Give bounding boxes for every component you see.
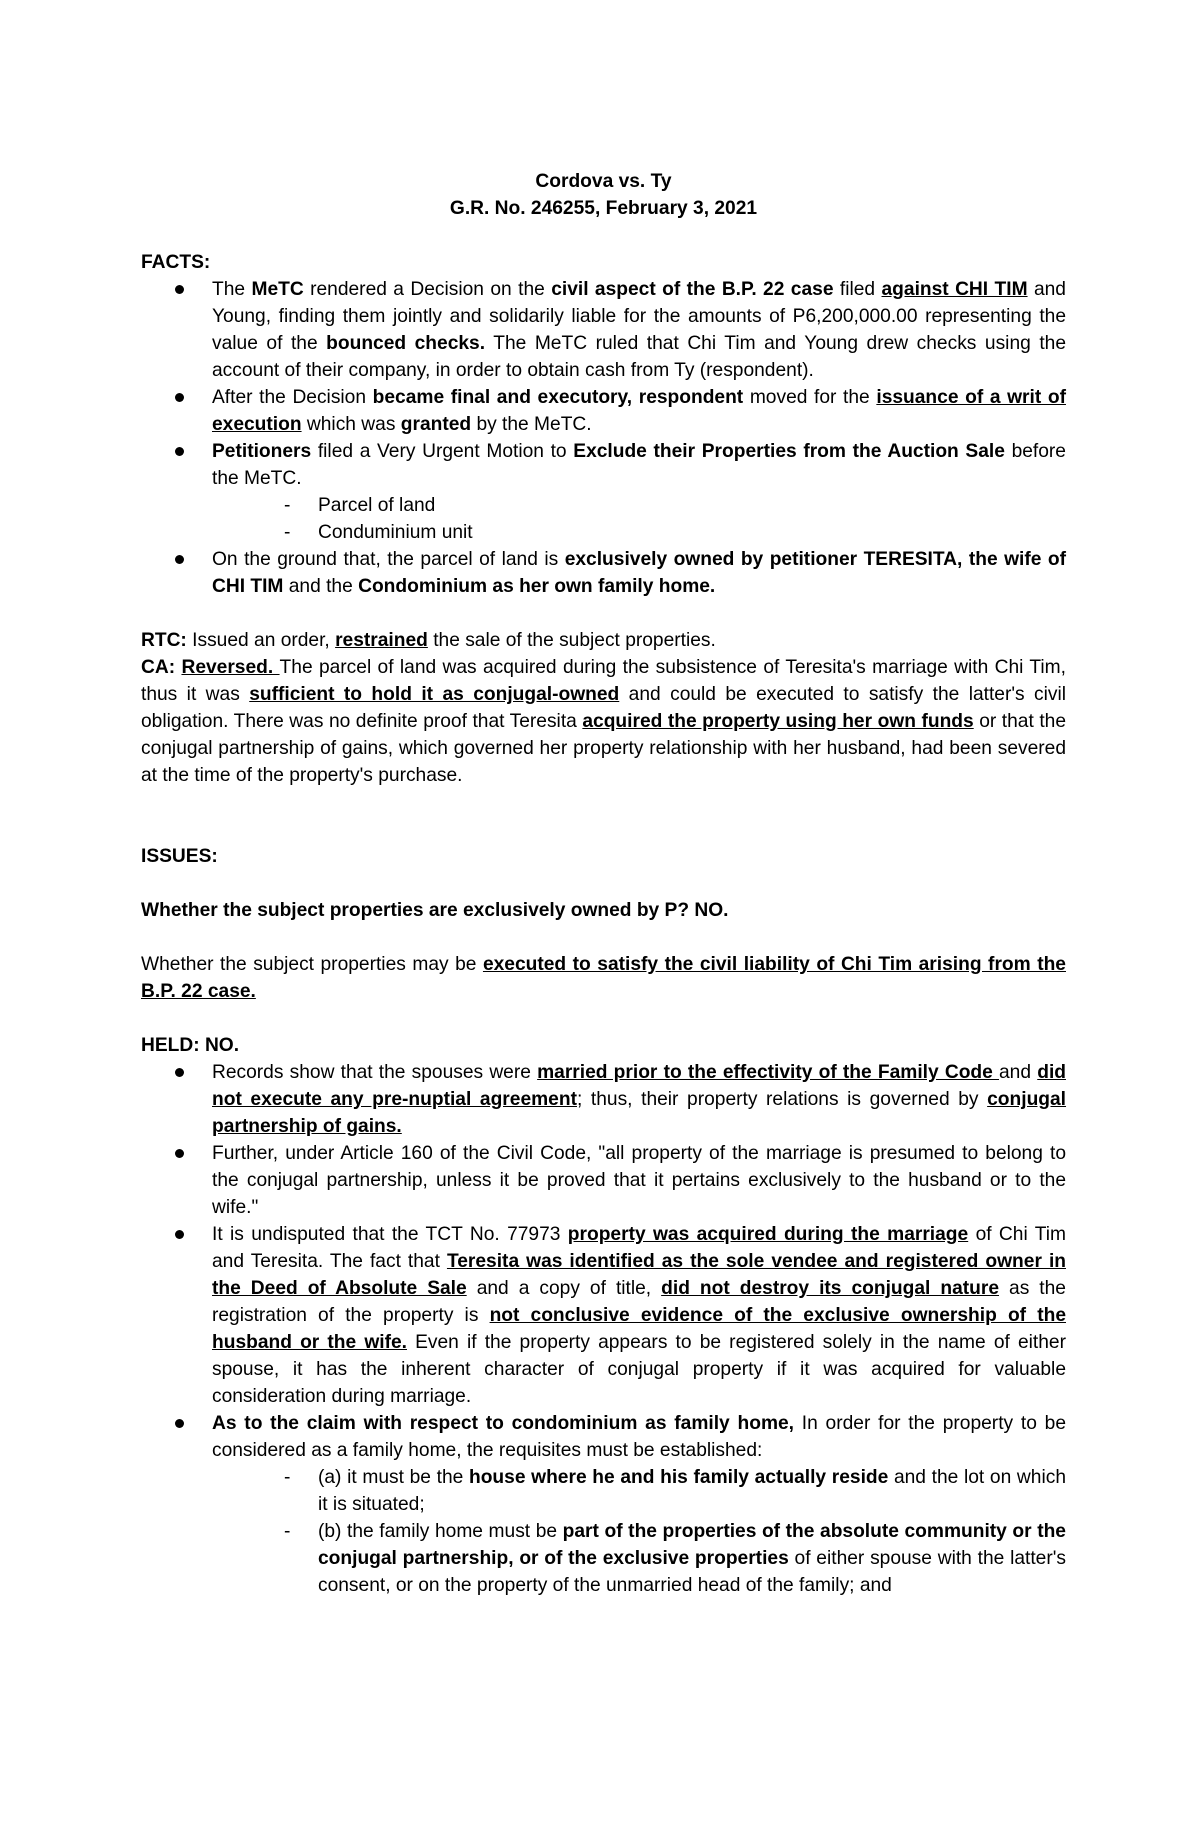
family-home-requisites [141,1464,1066,1599]
held-item-3: It is undisputed that the TCT No. 77973 property was acquired during the marriage of Chi Tim and Teresita. The fact that Teresita was identified as the sole vendee and registered owner in the Deed of Absolute Sale and a copy of title, did not destroy its conjugal nature as the registration of the property is not conclusive evidence of the exclusive ownership of the husband or the wife. Even if the property appears to be registered solely in the name of either spouse, it has the inherent character of conjugal property if it was acquired for valuable consideration during marriage. [141,1221,1066,1410]
requisite-b: - (b) the family home must be part of the properties of the absolute community or the conjugal partnership, or of the exclusive properties of either spouse with the latter's consent, or on the property of the unmarried head of the family; and [141,1518,1066,1599]
held-item-1: Records show that the spouses were married prior to the effectivity of the Family Code and did not execute any pre-nuptial agreement; thus, their property relations is governed by conjugal partnership of gains. [141,1059,1066,1140]
excluded-property: - Conduminium unit [141,519,1066,546]
case-citation: G.R. No. 246255, February 3, 2021 [449,198,758,219]
held-item-4: As to the claim with respect to condominium as family home, In order for the property to be considered as a family home, the requisites must be established: - (a) it must be the house where he and his family actually reside and the lot on which it is situated; - (b) the family home must be part of the properties of the absolute community or the conjugal partnership, or of the exclusive properties of either spouse with the latter's consent, or on the property of the unmarried head of the family; and [141,1410,1066,1599]
issue-1: Whether the subject properties are exclusively owned by P? NO. [141,900,729,921]
issues-heading: ISSUES: [141,846,218,867]
facts-item-2: After the Decision became final and executory, respondent moved for the issuance of a writ of execution which was granted by the MeTC. [141,384,1066,438]
ca-ruling: CA: Reversed. The parcel of land was acquired during the subsistence of Teresita's marriage with Chi Tim, thus it was sufficient to hold it as conjugal-owned and could be executed to satisfy the latter's civil obligation. There was no definite proof that Teresita acquired the property using her own funds or that the conjugal partnership of gains, which governed her property relationship with her husband, had been severed at the time of the property's purchase. [141,657,1067,786]
held-heading: HELD: NO. [141,1035,240,1056]
issue-2: Whether the subject properties may be executed to satisfy the civil liability of Chi Tim arising from the B.P. 22 case. [141,954,1066,1002]
case-title: Cordova vs. Ty [535,171,672,192]
facts-heading: FACTS: [141,252,211,273]
excluded-properties-list [141,492,1066,546]
requisite-a: - (a) it must be the house where he and his family actually reside and the lot on which it is situated; [141,1464,1066,1518]
held-list [141,1059,1066,1599]
facts-item-1: The MeTC rendered a Decision on the civil aspect of the B.P. 22 case filed against CHI TIM and Young, finding them jointly and solidarily liable for the amounts of P6,200,000.00 representing the value of the bounced checks. The MeTC ruled that Chi Tim and Young drew checks using the account of their company, in order to obtain cash from Ty (respondent). [141,276,1066,384]
document-page [141,168,1066,1599]
held-item-2: Further, under Article 160 of the Civil Code, "all property of the marriage is presumed to belong to the conjugal partnership, unless it be proved that it pertains exclusively to the husband or to the wife." [141,1140,1066,1221]
facts-item-4: On the ground that, the parcel of land is exclusively owned by petitioner TERESITA, the wife of CHI TIM and the Condominium as her own family home. [141,546,1066,600]
excluded-property: - Parcel of land [141,492,1066,519]
facts-list [141,276,1066,600]
facts-item-3: Petitioners filed a Very Urgent Motion to Exclude their Properties from the Auction Sale before the MeTC. - Parcel of land - Conduminium unit [141,438,1066,546]
rtc-ruling: RTC: Issued an order, restrained the sale of the subject properties. [141,630,716,651]
